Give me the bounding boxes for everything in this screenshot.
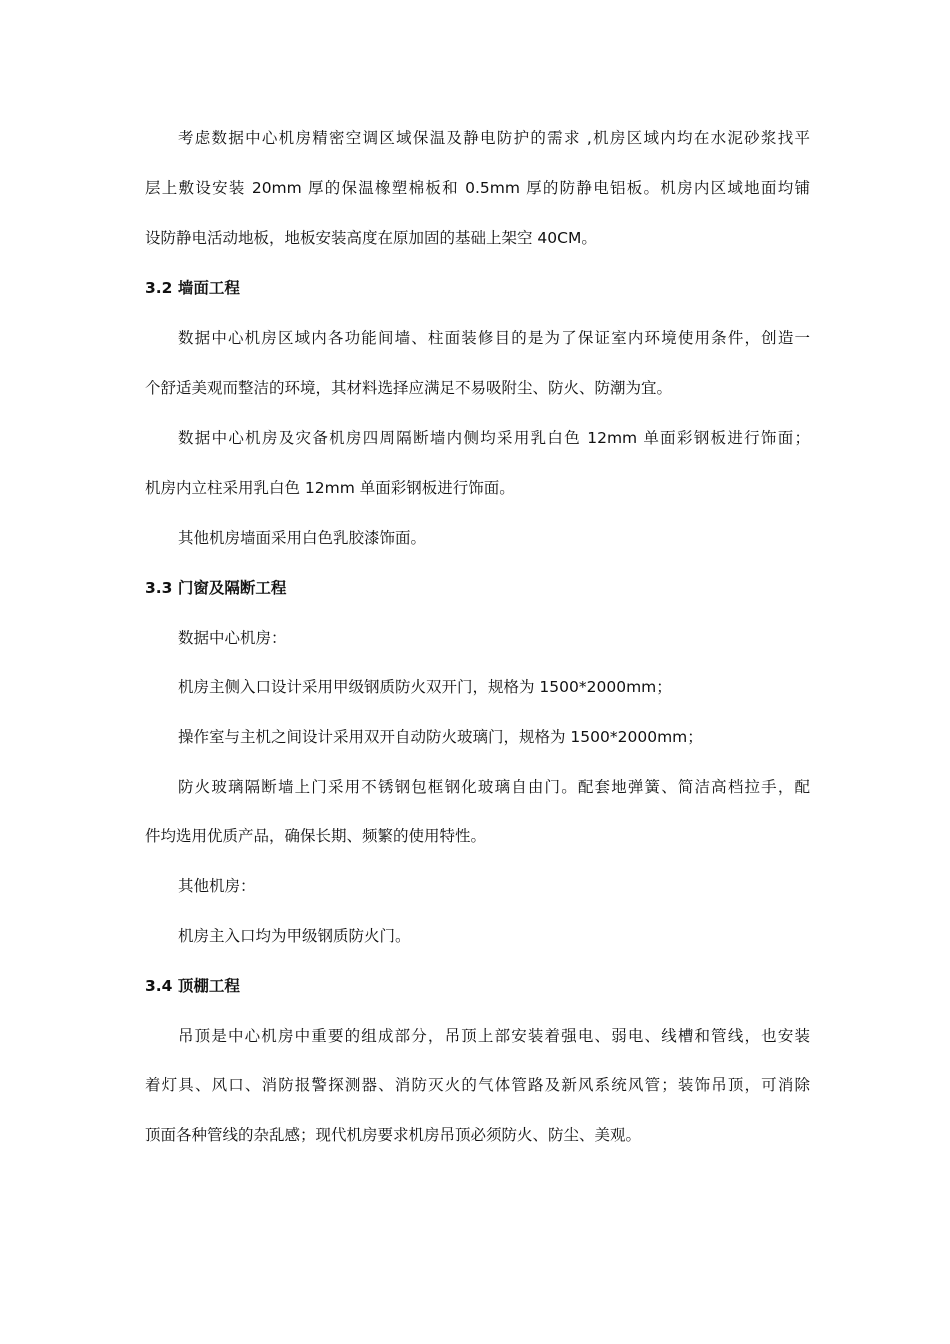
wall-line-5: 其他机房墙面采用白色乳胶漆饰面。 — [178, 529, 427, 547]
section-heading-3-3: 3.3 门窗及隔断工程 — [145, 579, 287, 597]
ceiling-line-1: 吊顶是中心机房中重要的组成部分，吊顶上部安装着强电、弱电、线槽和管线，也安装 — [178, 1027, 810, 1045]
section-heading-3-4: 3.4 顶棚工程 — [145, 977, 240, 995]
ceiling-line-2: 着灯具、风口、消防报警探测器、消防灭火的气体管路及新风系统风管；装饰吊顶，可消除 — [145, 1076, 810, 1094]
intro-line-3: 设防静电活动地板，地板安装高度在原加固的基础上架空 40CM。 — [145, 229, 597, 247]
door-line-1: 数据中心机房： — [178, 629, 287, 647]
section-heading-3-2: 3.2 墙面工程 — [145, 279, 240, 297]
door-line-7: 机房主入口均为甲级钢质防火门。 — [178, 927, 411, 945]
door-line-5: 件均选用优质产品，确保长期、频繁的使用特性。 — [145, 827, 487, 845]
wall-line-2: 个舒适美观而整洁的环境，其材料选择应满足不易吸附尘、防火、防潮为宜。 — [145, 379, 673, 397]
door-line-4: 防火玻璃隔断墙上门采用不锈钢包框钢化玻璃自由门。配套地弹簧、简洁高档拉手，配 — [178, 778, 810, 796]
door-line-6: 其他机房： — [178, 877, 256, 895]
wall-line-4: 机房内立柱采用乳白色 12mm 单面彩钢板进行饰面。 — [145, 479, 515, 497]
door-line-3: 操作室与主机之间设计采用双开自动防火玻璃门，规格为 1500*2000mm； — [178, 728, 703, 746]
intro-line-1: 考虑数据中心机房精密空调区域保温及静电防护的需求 ,机房区域内均在水泥砂浆找平 — [178, 129, 810, 147]
ceiling-line-3: 顶面各种管线的杂乱感；现代机房要求机房吊顶必须防火、防尘、美观。 — [145, 1126, 642, 1144]
wall-line-3: 数据中心机房及灾备机房四周隔断墙内侧均采用乳白色 12mm 单面彩钢板进行饰面； — [178, 429, 810, 447]
door-line-2: 机房主侧入口设计采用甲级钢质防火双开门，规格为 1500*2000mm； — [178, 678, 672, 696]
intro-line-2: 层上敷设安装 20mm 厚的保温橡塑棉板和 0.5mm 厚的防静电铝板。机房内区域地面均铺 — [145, 179, 810, 197]
wall-line-1: 数据中心机房区域内各功能间墙、柱面装修目的是为了保证室内环境使用条件，创造一 — [178, 329, 810, 347]
